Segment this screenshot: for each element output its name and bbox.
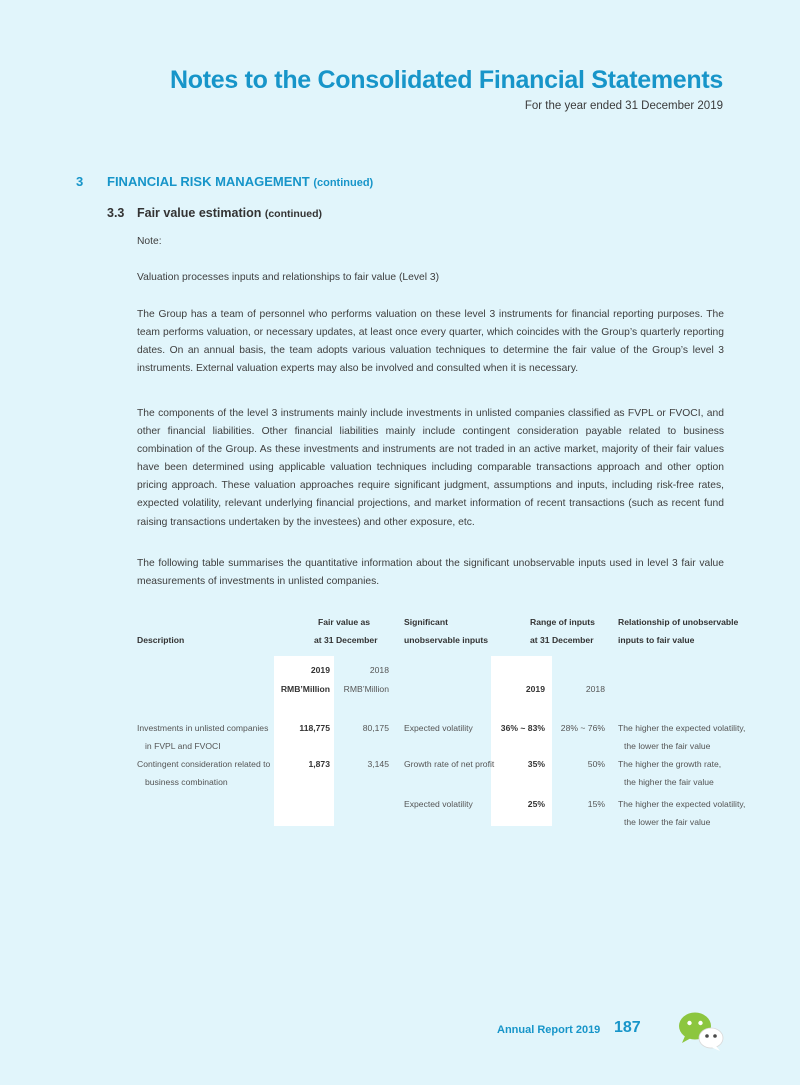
footer-label: Annual Report 2019 [497,1024,601,1036]
range-year-2018: 2018 [585,684,605,694]
range-year-2019: 2019 [525,684,545,694]
row-description-line1: Investments in unlisted companies [137,723,269,733]
subsection-number: 3.3 [107,206,125,220]
section-title [107,174,373,189]
row-range-2018: 28% ~ 76% [560,723,605,733]
header-fair-value-line2: at 31 December [314,635,378,645]
row-range-2018: 15% [587,799,605,809]
row-relationship-line2: the lower the fair value [624,817,711,827]
row-relationship-line2: the higher the fair value [624,777,714,787]
row-range-2019: 35% [527,759,545,769]
page-title: Notes to the Consolidated Financial Statements [170,66,723,94]
row-input: Expected volatility [404,723,473,733]
header-fair-value-line1: Fair value as [318,617,371,627]
unit-2018: RMB’Million [343,684,389,694]
header-range-line2: at 31 December [530,635,594,645]
unit-2019: RMB’Million [280,684,330,694]
row-relationship-line1: The higher the growth rate, [618,759,722,769]
section-number: 3 [76,174,84,189]
row-description-line2: business combination [145,777,228,787]
header-inputs-line2: unobservable inputs [404,635,489,645]
row-description-line1: Contingent consideration related to [137,759,271,769]
header-relationship-line1: Relationship of unobservable [618,617,739,627]
row-input: Expected volatility [404,799,473,809]
section-title-text: FINANCIAL RISK MANAGEMENT [107,174,310,189]
header-relationship-line2: inputs to fair value [618,635,695,645]
row-fair-value-2018: 80,175 [362,723,389,733]
subsection-title-text: Fair value estimation [137,206,262,220]
row-relationship-line2: the lower the fair value [624,741,711,751]
note-label: Note: [137,236,162,247]
row-range-2019: 25% [527,799,545,809]
paragraph: The components of the level 3 instruments mainly include investments in unlisted companies classified as FVPL or FVOCI, and other financial liabilities. Other financial liabilities mainly include contingent consideration payable related to business combination of the Group. As these investments and instruments are not traded in an active market, majority of their fair values have been determined using applicable valuation techniques including comparable transactions approach and other option pricing approach. These valuation approaches require significant judgment, assumptions and inputs, including risk-free rates, expected volatility, relevant underlying financial projections, and market information of recent transactions (such as recent fund raising transactions undertaken by the investees) and other exposure, etc. [137,408,724,528]
row-fair-value-2018: 3,145 [367,759,389,769]
page-subtitle: For the year ended 31 December 2019 [524,100,723,112]
header-description: Description [137,635,185,645]
row-description-line2: in FVPL and FVOCI [145,741,221,751]
row-fair-value-2019: 1,873 [308,759,330,769]
wechat-logo-icon [676,1010,726,1059]
header-range-line1: Range of inputs [530,617,595,627]
header-inputs-line1: Significant [404,617,448,627]
row-range-2018: 50% [587,759,605,769]
year-2019: 2019 [310,665,330,675]
subsection-title-suffix: (continued) [264,208,322,220]
page-number: 187 [614,1019,641,1036]
section-title-suffix: (continued) [313,177,374,189]
row-relationship-line1: The higher the expected volatility, [618,799,746,809]
paragraph: The Group has a team of personnel who performs valuation on these level 3 instruments for financial reporting purposes. The team performs valuation, or necessary updates, at least once every quarter, which coincides with the Group’s quarterly reporting dates. On an annual basis, the team adopts various valuation techniques to determine the fair value of the Group’s level 3 instruments. External valuation experts may also be involved and consulted when it is necessary. [137,309,724,375]
row-range-2019: 36% ~ 83% [500,723,545,733]
subsection-title [137,206,322,220]
row-fair-value-2019: 118,775 [299,723,330,733]
year-2018: 2018 [369,665,389,675]
row-input: Growth rate of net profit [404,759,495,769]
paragraph: The following table summarises the quantitative information about the significant unobservable inputs used in level 3 fair value measurements of investments in unlisted companies. [137,558,724,588]
note-heading: Valuation processes inputs and relationships to fair value (Level 3) [137,272,440,283]
row-relationship-line1: The higher the expected volatility, [618,723,746,733]
